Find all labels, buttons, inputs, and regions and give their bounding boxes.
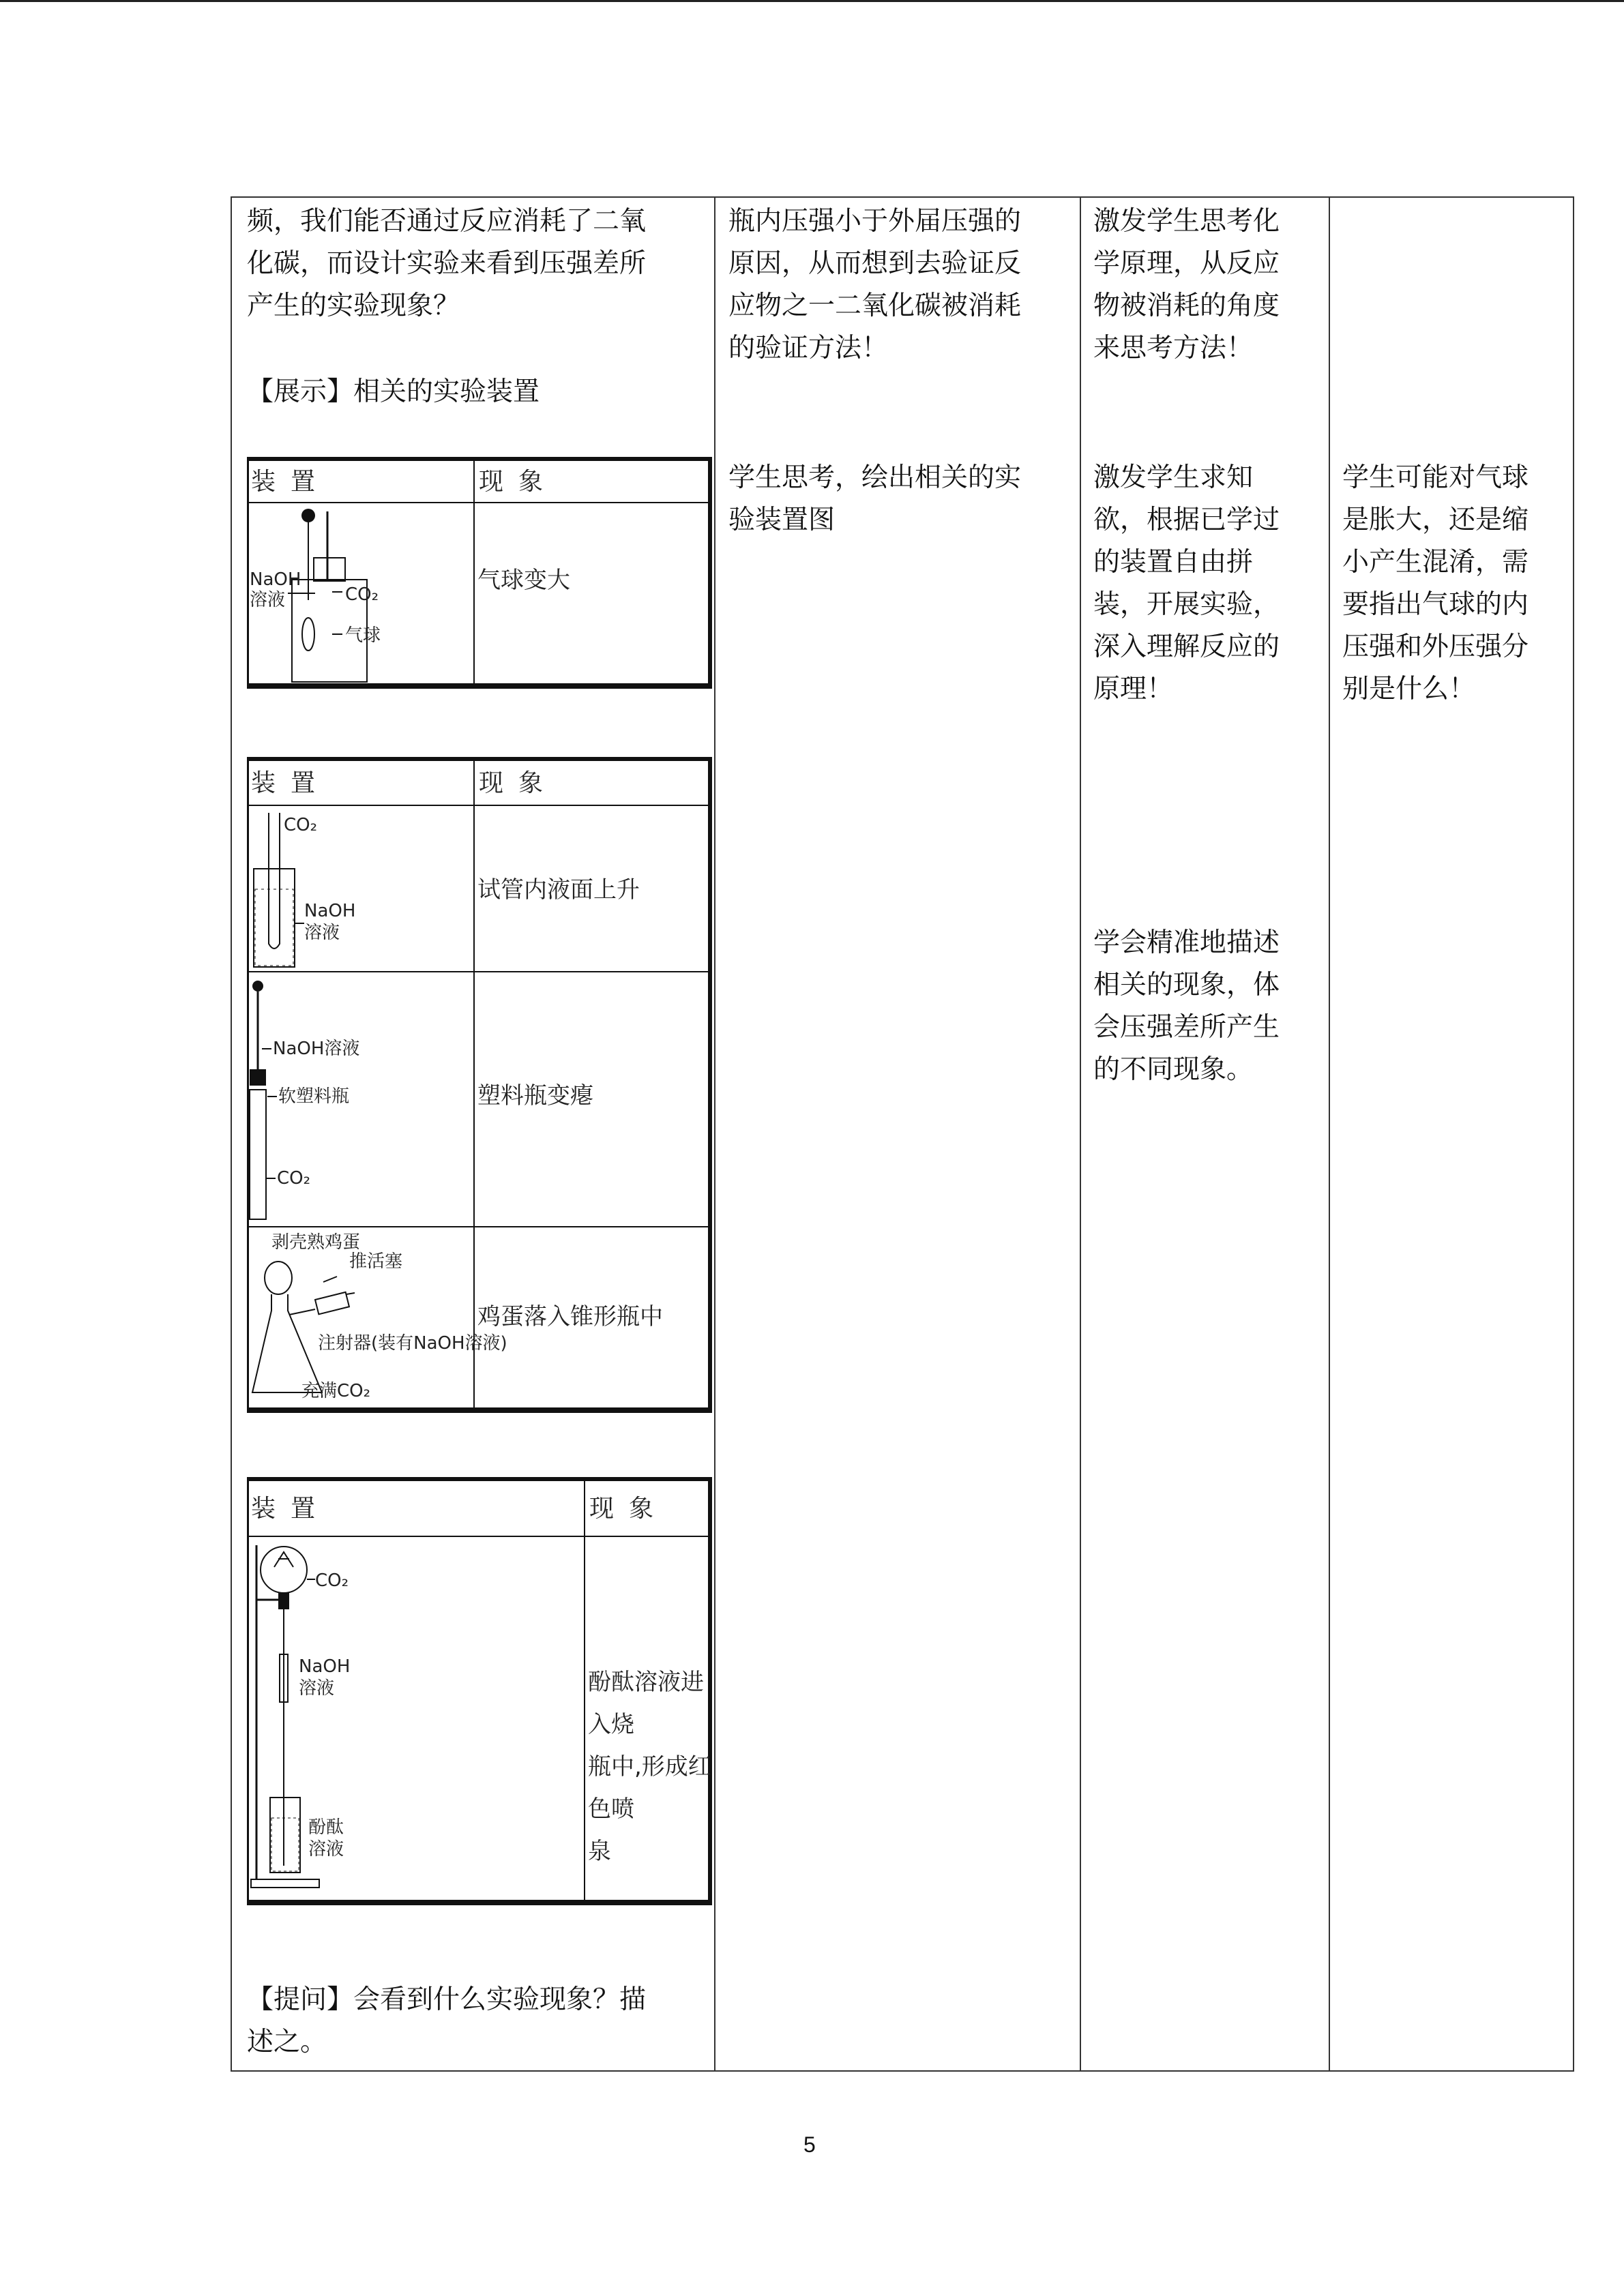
intent-text-2: 激发学生求知 欲，根据已学过 的装置自由拼 装，开展实验， 深入理解反应的 原理！ <box>1093 462 1280 704</box>
naoh-solution-label: NaOH溶液 <box>273 1039 360 1059</box>
device-header: 装置 <box>251 769 331 797</box>
result-bottle-shrink: 塑料瓶变瘪 <box>477 1082 593 1109</box>
phenomenon-header: 现象 <box>479 769 559 797</box>
lesson-table <box>231 196 1574 2072</box>
co2-label: CO₂ <box>284 815 318 835</box>
column-divider <box>1080 198 1081 2070</box>
syringe-label: 注射器(装有NaOH溶液) <box>318 1333 507 1354</box>
solution-label: 溶液 <box>250 590 286 610</box>
balloon-label: 气球 <box>345 625 381 646</box>
balloon-flask-diagram <box>247 505 472 682</box>
student-drawing-text: 学生思考，绘出相关的实 验装置图 <box>728 462 1022 535</box>
result-fountain: 酚酞溶液进入烧 瓶中,形成红色喷 泉 <box>588 1669 711 1865</box>
page-number: 5 <box>803 2132 816 2157</box>
page-top-border <box>0 0 1624 2</box>
phenol-solution-label: 溶液 <box>308 1839 344 1860</box>
naoh-label: NaOH <box>299 1656 351 1677</box>
experiment-table-1 <box>247 457 712 689</box>
fountain-apparatus-diagram <box>247 1538 581 1900</box>
device-header: 装置 <box>251 468 331 496</box>
solution-label: 溶液 <box>299 1678 335 1699</box>
plastic-bottle-diagram <box>247 974 472 1226</box>
phenomenon-header: 现象 <box>589 1495 669 1523</box>
phenomenon-header: 现象 <box>479 468 559 496</box>
column-divider <box>1329 198 1330 2070</box>
student-response-text: 瓶内压强小于外届压强的 原因，从而想到去验证反 应物之一二氧化碳被消耗 的验证方法！ <box>728 206 1022 363</box>
show-apparatus-text: 【展示】相关的实验装置 <box>247 376 540 407</box>
peeled-egg-label: 剥壳熟鸡蛋 <box>271 1232 361 1253</box>
co2-label: CO₂ <box>315 1570 349 1591</box>
phenol-label: 酚酞 <box>308 1817 344 1838</box>
intent-text-1: 激发学生思考化 学原理，从反应 物被消耗的角度 来思考方法！ <box>1093 206 1280 363</box>
naoh-label: NaOH <box>250 569 301 590</box>
result-balloon: 气球变大 <box>477 567 570 594</box>
question-text: 【提问】会看到什么实验现象？描 述之。 <box>247 1984 647 2057</box>
device-header: 装置 <box>251 1495 331 1523</box>
soft-bottle-label: 软塑料瓶 <box>278 1086 350 1107</box>
intent-text-3: 学会精准地描述 相关的现象，体 会压强差所产生 的不同现象。 <box>1093 927 1280 1085</box>
egg-flask-diagram <box>247 1229 507 1407</box>
result-liquid-rise: 试管内液面上升 <box>477 876 640 904</box>
teacher-question-text: 频，我们能否通过反应消耗了二氧 化碳，而设计实验来看到压强差所 产生的实验现象？ <box>247 206 647 321</box>
full-co2-label: 充满CO₂ <box>301 1381 371 1401</box>
solution-label: 溶液 <box>304 923 340 943</box>
notes-text: 学生可能对气球 是胀大，还是缩 小产生混淆，需 要指出气球的内 压强和外压强分 别是什么！ <box>1342 462 1529 704</box>
co2-label: CO₂ <box>345 584 379 605</box>
experiment-table-2 <box>247 757 712 1413</box>
naoh-label: NaOH <box>304 901 356 921</box>
column-divider <box>714 198 715 2070</box>
co2-label: CO₂ <box>277 1168 311 1189</box>
test-tube-beaker-diagram <box>247 807 472 971</box>
experiment-table-3 <box>247 1477 712 1905</box>
result-egg-fall: 鸡蛋落入锥形瓶中 <box>477 1303 663 1330</box>
push-plunger-label: 推活塞 <box>349 1251 403 1272</box>
